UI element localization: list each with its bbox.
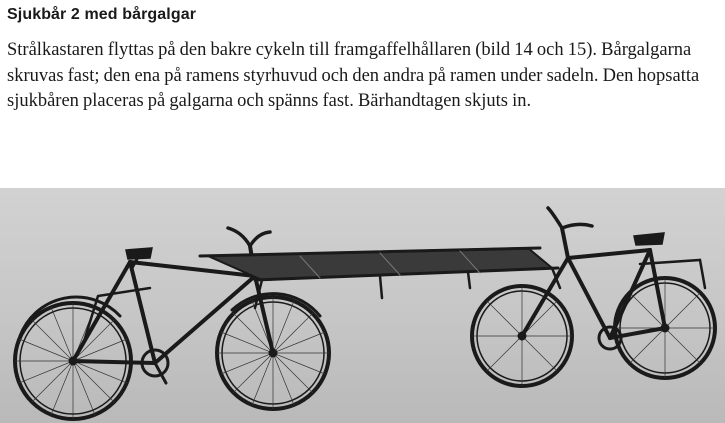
body-paragraph: Strålkastaren flyttas på den bakre cykeln till framgaffelhållaren (bild 14 och 15). Bårgalgarna skruvas fast; den ena på ramens styrhuvud och den andra på ramen under sadeln. Den hopsatta sjukbåren placeras på galgarna och spänns fast. Bärhandtagen skjuts in. [7,40,700,111]
photo-bicycle-stretcher [0,188,725,423]
section-heading: Sjukbår 2 med bårgalgar [7,6,197,23]
photo-illustration [0,188,725,423]
